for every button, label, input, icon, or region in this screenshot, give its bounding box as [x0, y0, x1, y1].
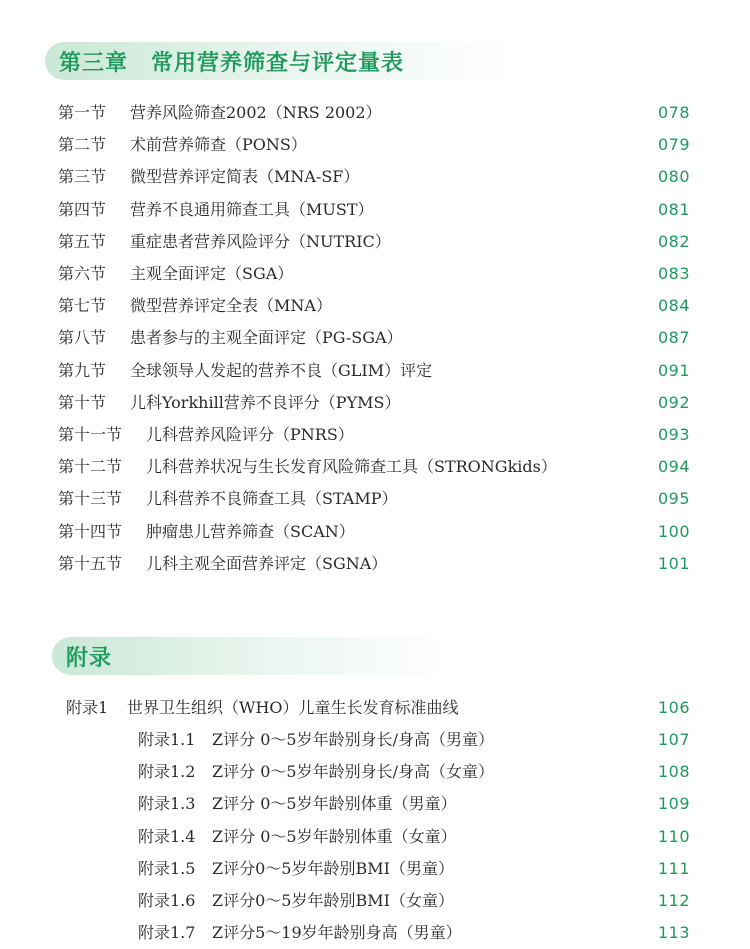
toc-entry-label: 第十一节 [58, 425, 123, 444]
toc-entry-title: 微型营养评定简表（MNA-SF） [130, 167, 360, 187]
chapter-banner [45, 42, 515, 80]
toc-entry[interactable] [58, 454, 690, 480]
toc-page-number: 113 [657, 923, 690, 943]
toc-entry-label: 第二节 [58, 135, 107, 155]
toc-entry-label: 附录1.1 [138, 730, 196, 749]
toc-page-number: 100 [657, 521, 690, 541]
toc-entry-title: Z评分0～5岁年龄别BMI（女童） [212, 891, 454, 910]
toc-page-number: 112 [657, 891, 690, 910]
toc-entry-label: 第十五节 [58, 553, 123, 573]
toc-entry-title: 患者参与的主观全面评定（PG-SGA） [130, 328, 403, 348]
toc-entry-title: 儿科主观全面营养评定（SGNA） [146, 553, 388, 573]
toc-page-number: 110 [657, 826, 690, 846]
toc-page-number: 084 [657, 296, 690, 316]
toc-entry[interactable] [58, 325, 690, 351]
toc-entry-title: 肿瘤患儿营养筛查（SCAN） [146, 521, 355, 541]
toc-page-number: 082 [657, 231, 690, 251]
toc-entry-label: 第五节 [58, 231, 107, 251]
toc-entry-title: 儿科营养状况与生长发育风险筛查工具（STRONGkids） [146, 457, 557, 477]
toc-entry-label: 第九节 [58, 360, 107, 380]
toc-entry-title: 世界卫生组织（WHO）儿童生长发育标准曲线 [127, 698, 459, 717]
toc-entry[interactable] [58, 197, 690, 223]
toc-page-number: 093 [657, 425, 690, 444]
toc-entry-title: Z评分 0～5岁年龄别体重（女童） [212, 826, 457, 846]
toc-page-number: 101 [657, 553, 690, 573]
toc-entry[interactable] [138, 727, 690, 753]
toc-page-number: 081 [657, 199, 690, 219]
toc-entry-title: 全球领导人发起的营养不良（GLIM）评定 [130, 360, 433, 380]
toc-entry-title: 重症患者营养风险评分（NUTRIC） [130, 231, 391, 251]
toc-entry-title: 主观全面评定（SGA） [130, 264, 294, 283]
toc-entry[interactable] [58, 551, 690, 577]
toc-entry-label: 第十二节 [58, 457, 123, 477]
toc-entry-title: 营养风险筛查2002（NRS 2002） [130, 103, 382, 122]
toc-entry[interactable] [138, 791, 690, 817]
toc-entry[interactable] [138, 920, 690, 946]
toc-entry-label: 附录1.5 [138, 858, 196, 878]
toc-entry-label: 第八节 [58, 328, 107, 348]
toc-page-number: 108 [657, 762, 690, 782]
toc-page-number: 109 [657, 794, 690, 814]
toc-entry-title: 儿科Yorkhill营养不良评分（PYMS） [130, 392, 401, 412]
toc-entry-label: 附录1.2 [138, 762, 196, 782]
toc-entry-label: 第十三节 [58, 489, 123, 509]
toc-entry[interactable] [58, 519, 690, 545]
toc-entry[interactable] [58, 390, 690, 416]
toc-entry-label: 附录1.7 [138, 923, 196, 943]
toc-page-number: 087 [657, 328, 690, 348]
toc-entry[interactable] [138, 759, 690, 785]
toc-entry-title: 儿科营养不良筛查工具（STAMP） [146, 489, 398, 509]
chapter-title: 第三章 常用营养筛查与评定量表 [59, 51, 405, 76]
appendix-title: 附录 [66, 646, 113, 671]
toc-entry-title: Z评分 0～5岁年龄别体重（男童） [212, 794, 457, 814]
toc-entry-label: 附录1.6 [138, 891, 196, 910]
toc-entry[interactable] [66, 695, 690, 721]
toc-entry[interactable] [58, 261, 690, 287]
toc-entry-label: 第十四节 [58, 521, 123, 541]
toc-entry-title: Z评分 0～5岁年龄别身长/身高（女童） [212, 762, 494, 782]
toc-entry-label: 第一节 [58, 103, 107, 122]
toc-entry-label: 附录1.4 [138, 826, 196, 846]
toc-page-number: 111 [657, 858, 690, 878]
toc-page-number: 107 [657, 730, 690, 749]
toc-entry[interactable] [58, 100, 690, 126]
toc-entry-label: 第四节 [58, 199, 107, 219]
toc-entry-label: 第六节 [58, 264, 107, 283]
toc-entry-title: Z评分0～5岁年龄别BMI（男童） [212, 858, 454, 878]
toc-entry-label: 第七节 [58, 296, 107, 316]
toc-entry-title: Z评分 0～5岁年龄别身长/身高（男童） [212, 730, 494, 749]
toc-entry[interactable] [58, 486, 690, 512]
toc-entry-label: 第十节 [58, 392, 107, 412]
toc-page-number: 079 [657, 135, 690, 155]
toc-page-number: 094 [657, 457, 690, 477]
toc-entry[interactable] [58, 422, 690, 448]
toc-page-number: 078 [657, 103, 690, 122]
toc-page-number: 080 [657, 167, 690, 187]
toc-entry[interactable] [58, 229, 690, 255]
toc-page-number: 092 [657, 392, 690, 412]
toc-page-number: 106 [657, 698, 690, 717]
toc-entry-label: 附录1.3 [138, 794, 196, 814]
toc-entry-title: 术前营养筛查（PONS） [130, 135, 307, 155]
toc-entry-title: 营养不良通用筛查工具（MUST） [130, 199, 374, 219]
toc-entry-title: 儿科营养风险评分（PNRS） [146, 425, 354, 444]
toc-entry-label: 附录1 [66, 698, 109, 717]
toc-entry[interactable] [138, 856, 690, 882]
toc-page-number: 095 [657, 489, 690, 509]
toc-entry[interactable] [58, 132, 690, 158]
toc-entry[interactable] [138, 888, 690, 914]
toc-entry-title: 微型营养评定全表（MNA） [130, 296, 332, 316]
toc-page-number: 083 [657, 264, 690, 283]
toc-entry[interactable] [58, 164, 690, 190]
toc-page-number: 091 [657, 360, 690, 380]
toc-entry[interactable] [58, 293, 690, 319]
appendix-banner [52, 637, 452, 675]
toc-entry[interactable] [58, 358, 690, 384]
toc-entry-label: 第三节 [58, 167, 107, 187]
toc-entry[interactable] [138, 824, 690, 850]
toc-entry-title: Z评分5～19岁年龄别身高（男童） [212, 923, 462, 943]
